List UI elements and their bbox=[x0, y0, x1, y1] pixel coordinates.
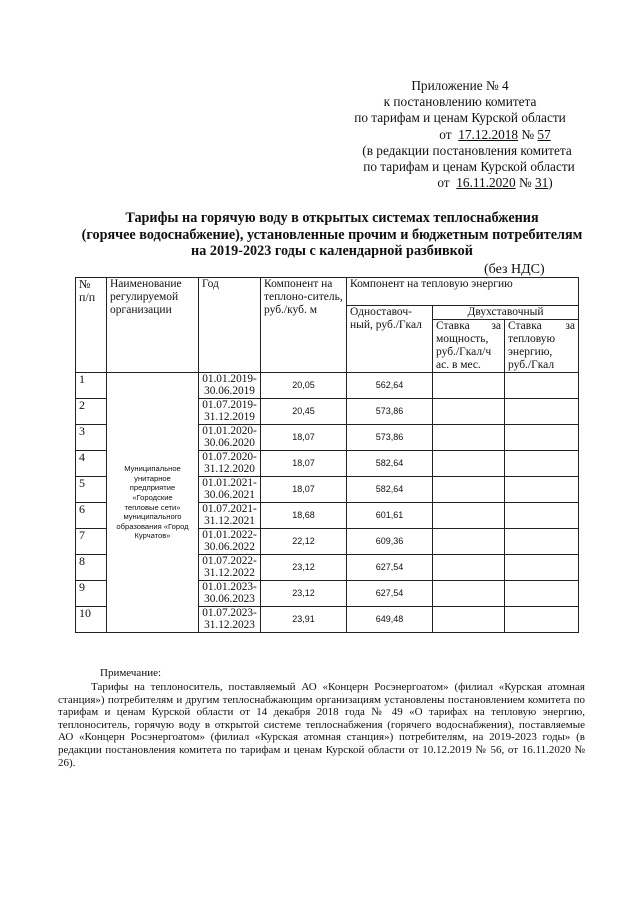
row-num: 9 bbox=[76, 581, 107, 607]
row-rate-energy bbox=[505, 373, 579, 399]
table-header-row bbox=[76, 278, 579, 306]
appendix-revision-line bbox=[330, 175, 590, 191]
row-rate-energy bbox=[505, 425, 579, 451]
row-rate-power bbox=[433, 373, 505, 399]
appendix-from-label-2: от bbox=[437, 175, 450, 191]
appendix-from-label: от bbox=[439, 126, 452, 142]
row-rate-power bbox=[433, 451, 505, 477]
header-org: Наименование регулируемой организации bbox=[107, 278, 199, 373]
appendix-decree-number: 57 bbox=[537, 126, 551, 142]
vat-note: (без НДС) bbox=[484, 262, 545, 277]
appendix-revision-number: 31 bbox=[534, 175, 549, 191]
row-carrier: 23,12 bbox=[261, 581, 347, 607]
organization-name: Муниципальное унитарное предприятие «Городские тепловые сети» муниципального образования «Город Курчатов» bbox=[107, 373, 199, 633]
row-num: 7 bbox=[76, 529, 107, 555]
row-rate-energy bbox=[505, 399, 579, 425]
row-period: 01.01.2023-30.06.2023 bbox=[199, 581, 261, 607]
row-carrier: 20,45 bbox=[261, 399, 347, 425]
appendix-block bbox=[330, 78, 590, 191]
row-rate-power bbox=[433, 503, 505, 529]
row-carrier: 22,12 bbox=[261, 529, 347, 555]
row-num: 5 bbox=[76, 477, 107, 503]
row-carrier: 23,12 bbox=[261, 555, 347, 581]
row-carrier: 20,05 bbox=[261, 373, 347, 399]
row-rate-energy bbox=[505, 477, 579, 503]
row-single-rate: 582,64 bbox=[347, 451, 433, 477]
row-rate-energy bbox=[505, 555, 579, 581]
row-period: 01.07.2020-31.12.2020 bbox=[199, 451, 261, 477]
row-rate-energy bbox=[505, 503, 579, 529]
row-num: 4 bbox=[76, 451, 107, 477]
row-rate-energy bbox=[505, 607, 579, 633]
row-single-rate: 609,36 bbox=[347, 529, 433, 555]
appendix-title: Приложение № 4 bbox=[411, 78, 509, 93]
header-single: Одноставоч-ный, руб./Гкал bbox=[347, 306, 433, 373]
appendix-decree-line bbox=[330, 127, 590, 143]
row-period: 01.01.2019-30.06.2019 bbox=[199, 373, 261, 399]
row-rate-power bbox=[433, 425, 505, 451]
row-single-rate: 573,86 bbox=[347, 399, 433, 425]
row-single-rate: 582,64 bbox=[347, 477, 433, 503]
row-carrier: 23,91 bbox=[261, 607, 347, 633]
row-carrier: 18,07 bbox=[261, 451, 347, 477]
header-double: Двухставочный bbox=[433, 306, 579, 320]
row-period: 01.01.2021-30.06.2021 bbox=[199, 477, 261, 503]
appendix-line-5: (в редакции постановления комитета bbox=[362, 142, 572, 158]
header-num: № п/п bbox=[76, 278, 107, 373]
row-rate-energy bbox=[505, 581, 579, 607]
row-single-rate: 562,64 bbox=[347, 373, 433, 399]
row-single-rate: 627,54 bbox=[347, 581, 433, 607]
row-carrier: 18,07 bbox=[261, 477, 347, 503]
row-single-rate: 627,54 bbox=[347, 555, 433, 581]
row-num: 8 bbox=[76, 555, 107, 581]
row-single-rate: 649,48 bbox=[347, 607, 433, 633]
appendix-decree-date: 17.12.2018 bbox=[458, 126, 519, 142]
row-num: 1 bbox=[76, 373, 107, 399]
appendix-line-6: по тарифам и ценам Курской области bbox=[363, 159, 575, 175]
row-rate-power bbox=[433, 607, 505, 633]
row-carrier: 18,68 bbox=[261, 503, 347, 529]
table-row bbox=[76, 373, 579, 399]
row-single-rate: 573,86 bbox=[347, 425, 433, 451]
tariff-table bbox=[75, 277, 579, 633]
row-num: 3 bbox=[76, 425, 107, 451]
row-period: 01.07.2023-31.12.2023 bbox=[199, 607, 261, 633]
row-num: 2 bbox=[76, 399, 107, 425]
row-rate-energy bbox=[505, 451, 579, 477]
note-body: Тарифы на теплоноситель, поставляемый АО «Концерн Росэнергоатом» (филиал «Курская атомная станция») потребителям и другим теплоснабжающим организациям установлены постановлением комитета по тарифам и ценам Курской области от 14 декабря 2018 года № 49 «О тарифах на тепловую энергию, теплоноситель, горячую воду в открытой системе теплоснабжения (горячего водоснабжения), поставляемые АО «Концерн Росэнергоатом» (филиал «Курская атомная станция») потребителям, на 2019-2023 годы» (в редакции постановления комитета по тарифам и ценам Курской области от 10.12.2019 № 56, от 16.11.2020 № 26). bbox=[58, 681, 585, 769]
row-period: 01.07.2022-31.12.2022 bbox=[199, 555, 261, 581]
row-num: 10 bbox=[76, 607, 107, 633]
row-period: 01.07.2021-31.12.2021 bbox=[199, 503, 261, 529]
header-energy: Компонент на тепловую энергию bbox=[347, 278, 579, 306]
appendix-revision-date: 16.11.2020 bbox=[456, 175, 516, 191]
document-title bbox=[72, 210, 592, 260]
appendix-number-label: № bbox=[521, 126, 535, 142]
note-title: Примечание: bbox=[100, 667, 162, 679]
header-carrier: Компонент на теплоно-ситель, руб./куб. м bbox=[261, 278, 347, 373]
title-line-3: на 2019-2023 годы с календарной разбивкой bbox=[191, 243, 473, 259]
row-period: 01.07.2019-31.12.2019 bbox=[199, 399, 261, 425]
header-rate-power: Ставка за мощность, руб./Гкал/ч ас. в мес. bbox=[433, 320, 505, 373]
title-line-1: Тарифы на горячую воду в открытых системах теплоснабжения bbox=[125, 210, 539, 226]
appendix-close-paren: ) bbox=[548, 175, 553, 191]
appendix-line-2: к постановлению комитета bbox=[383, 94, 537, 110]
appendix-line-3: по тарифам и ценам Курской области bbox=[354, 110, 566, 126]
row-rate-power bbox=[433, 399, 505, 425]
row-rate-energy bbox=[505, 529, 579, 555]
row-rate-power bbox=[433, 555, 505, 581]
header-year: Год bbox=[199, 278, 261, 373]
row-period: 01.01.2022-30.06.2022 bbox=[199, 529, 261, 555]
row-single-rate: 601,61 bbox=[347, 503, 433, 529]
appendix-number-label-2: № bbox=[518, 175, 532, 191]
row-rate-power bbox=[433, 581, 505, 607]
row-num: 6 bbox=[76, 503, 107, 529]
row-rate-power bbox=[433, 477, 505, 503]
row-carrier: 18,07 bbox=[261, 425, 347, 451]
row-period: 01.01.2020-30.06.2020 bbox=[199, 425, 261, 451]
row-rate-power bbox=[433, 529, 505, 555]
title-line-2: (горячее водоснабжение), установленные прочим и бюджетным потребителям bbox=[81, 226, 583, 243]
header-rate-energy: Ставка за тепловую энергию, руб./Гкал bbox=[505, 320, 579, 373]
